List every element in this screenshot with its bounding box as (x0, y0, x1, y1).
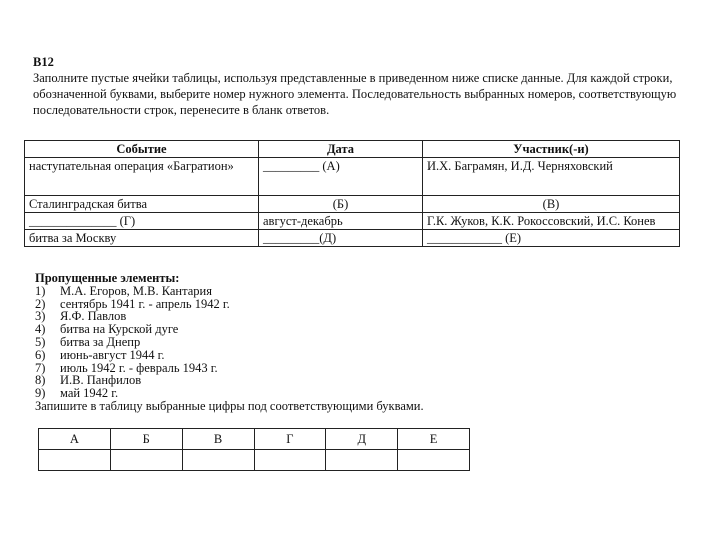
task-number: В12 (33, 55, 54, 69)
item-text: битва на Курской дуге (60, 322, 179, 337)
cell-date: _________(Д) (259, 230, 423, 247)
cell-date: август-декабрь (259, 213, 423, 230)
answer-cell[interactable] (326, 450, 398, 471)
answer-table (38, 428, 470, 471)
item-number: 2) (35, 296, 46, 311)
cell-date: (Б) (259, 196, 423, 213)
table-row (25, 196, 680, 213)
answer-letter: Г (254, 429, 326, 450)
item-number: 8) (35, 373, 46, 388)
answer-letter: В (182, 429, 254, 450)
cell-participants: ____________ (Е) (423, 230, 680, 247)
item-number: 4) (35, 322, 46, 337)
item-number: 3) (35, 309, 46, 324)
item-number: 5) (35, 334, 46, 349)
cell-participants: Г.К. Жуков, К.К. Рокоссовский, И.С. Конев (423, 213, 680, 230)
item-text: М.А. Егоров, М.В. Кантария (60, 283, 212, 298)
cell-participants: И.Х. Баграмян, И.Д. Черняховский (423, 158, 680, 196)
cell-event: битва за Москву (25, 230, 259, 247)
answer-instruction: Запишите в таблицу выбранные цифры под соответствующими буквами. (35, 398, 424, 413)
table-row (25, 213, 680, 230)
item-number: 6) (35, 347, 46, 362)
answer-cell[interactable] (254, 450, 326, 471)
item-text: Я.Ф. Павлов (60, 309, 127, 324)
cell-date: _________ (А) (259, 158, 423, 196)
table-row (25, 158, 680, 196)
missing-elements (35, 272, 424, 413)
answer-cell[interactable] (182, 450, 254, 471)
answer-cell[interactable] (110, 450, 182, 471)
header-date: Дата (259, 141, 423, 158)
cell-event: наступательная операция «Багратион» (25, 158, 259, 196)
answer-letter: Е (398, 429, 470, 450)
answer-letters-row (39, 429, 470, 450)
item-text: июнь-август 1944 г. (60, 347, 165, 362)
item-text: сентябрь 1941 г. - апрель 1942 г. (60, 296, 230, 311)
item-number: 7) (35, 360, 46, 375)
answer-cell[interactable] (39, 450, 111, 471)
answer-cell[interactable] (398, 450, 470, 471)
item-text: И.В. Панфилов (60, 373, 142, 388)
table-row (25, 230, 680, 247)
answer-letter: Д (326, 429, 398, 450)
item-number: 9) (35, 386, 46, 401)
history-table (24, 140, 680, 247)
table-header-row (25, 141, 680, 158)
answer-input-row (39, 450, 470, 471)
answer-letter: А (39, 429, 111, 450)
answer-letter: Б (110, 429, 182, 450)
cell-event: ______________ (Г) (25, 213, 259, 230)
item-number: 1) (35, 283, 46, 298)
missing-heading: Пропущенные элементы: (35, 271, 180, 285)
header-event: Событие (25, 141, 259, 158)
task-instructions: Заполните пустые ячейки таблицы, используя представленные в приведенном ниже списке данные. Для каждой строки, обозначенной буквами, выберите номер нужного элемента. Последовательность выбранных номеров, соответствующую последовательности строк, перенесите в бланк ответов. (33, 71, 677, 117)
item-text: май 1942 г. (60, 386, 119, 401)
header-participants: Участник(-и) (423, 141, 680, 158)
item-text: июль 1942 г. - февраль 1943 г. (60, 360, 218, 375)
cell-participants: (В) (423, 196, 680, 213)
cell-event: Сталинградская битва (25, 196, 259, 213)
item-text: битва за Днепр (60, 334, 141, 349)
